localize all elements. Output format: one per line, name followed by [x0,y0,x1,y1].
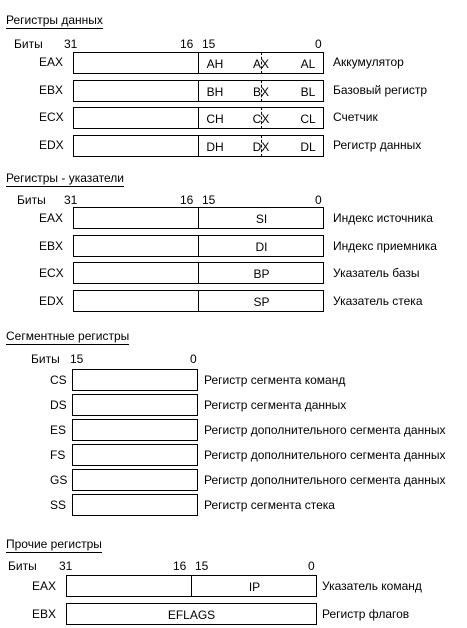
bit-15-label: 15 [70,352,84,366]
other-registers-heading: Прочие регистры [6,537,102,551]
bit-16-label: 16 [180,193,194,207]
register-box [72,419,198,441]
word-label: BX [252,85,269,99]
bit-16-label: 16 [180,37,194,51]
low-word-label: SI [255,212,268,226]
low-byte-label: DL [300,140,316,154]
word-label: AX [252,57,269,71]
bit-0-label: 0 [315,37,322,51]
register-description: Указатель базы [333,266,420,280]
register-name: EBX [39,83,64,97]
bit-15-label: 15 [202,193,216,207]
register-description: Указатель команд [322,579,422,593]
register-box [72,394,198,416]
low-word-label: BP [253,267,270,281]
register-box [72,494,198,516]
low-word-label: DI [255,240,268,254]
segment-registers-heading: Сегментные регистры [6,329,130,343]
register-description: Индекс источника [333,211,433,225]
register-description: Регистр флагов [322,607,410,621]
bit-31-label: 31 [59,559,73,573]
bit-0-label: 0 [190,352,197,366]
register-description: Регистр данных [333,138,422,152]
bit-0-label: 0 [315,193,322,207]
word-label: CX [252,112,270,126]
register-name: ECX [39,110,64,124]
register-description: Регистр дополнительного сегмента данных [204,448,446,462]
register-name: SS [50,498,67,512]
register-description: Регистр дополнительного сегмента данных [204,473,446,487]
register-description: Аккумулятор [333,55,404,69]
register-name: FS [50,448,66,462]
register-description: Указатель стека [333,294,423,308]
high-byte-label: DH [206,140,224,154]
pointer-registers-heading: Регистры - указатели [6,171,124,185]
low-byte-label: BL [300,85,316,99]
register-description: Регистр сегмента стека [204,498,335,512]
register-name: EBX [39,239,64,253]
register-name: ECX [39,266,64,280]
high-byte-label: AH [206,57,224,71]
register-name: EDX [39,294,64,308]
word-label: DX [252,140,270,154]
low-byte-label: AL [300,57,316,71]
register-name: EAX [39,211,64,225]
high-byte-label: CH [206,112,224,126]
bits-label: Биты [31,352,60,366]
register-description: Индекс приемника [333,239,437,253]
register-description: Регистр сегмента команд [204,373,346,387]
low-byte-label: CL [300,112,316,126]
low-word-label: IP [248,580,261,594]
register-name: EDX [39,138,64,152]
bits-label: Биты [8,559,37,573]
data-registers-heading: Регистры данных [6,13,103,27]
register-box [72,469,198,491]
bit-15-label: 15 [202,37,216,51]
register-description: Регистр дополнительного сегмента данных [204,423,446,437]
register-name: EBX [32,607,57,621]
full-register-label: EFLAGS [167,608,216,622]
register-name: CS [50,373,67,387]
register-name: EAX [39,55,64,69]
register-description: Счетчик [333,110,378,124]
register-name: EAX [32,579,57,593]
register-name: ES [50,423,67,437]
bit-15-label: 15 [195,559,209,573]
bits-label: Биты [14,37,43,51]
high-byte-label: BH [206,85,224,99]
low-word-label: SP [253,295,270,309]
bit-31-label: 31 [64,37,78,51]
register-box [72,369,198,391]
bit-16-label: 16 [173,559,187,573]
bit-0-label: 0 [308,559,315,573]
register-description: Базовый регистр [333,83,428,97]
bits-label: Биты [17,193,46,207]
bit-31-label: 31 [64,193,78,207]
register-box [72,444,198,466]
register-name: GS [50,473,68,487]
register-name: DS [50,398,67,412]
register-description: Регистр сегмента данных [204,398,347,412]
